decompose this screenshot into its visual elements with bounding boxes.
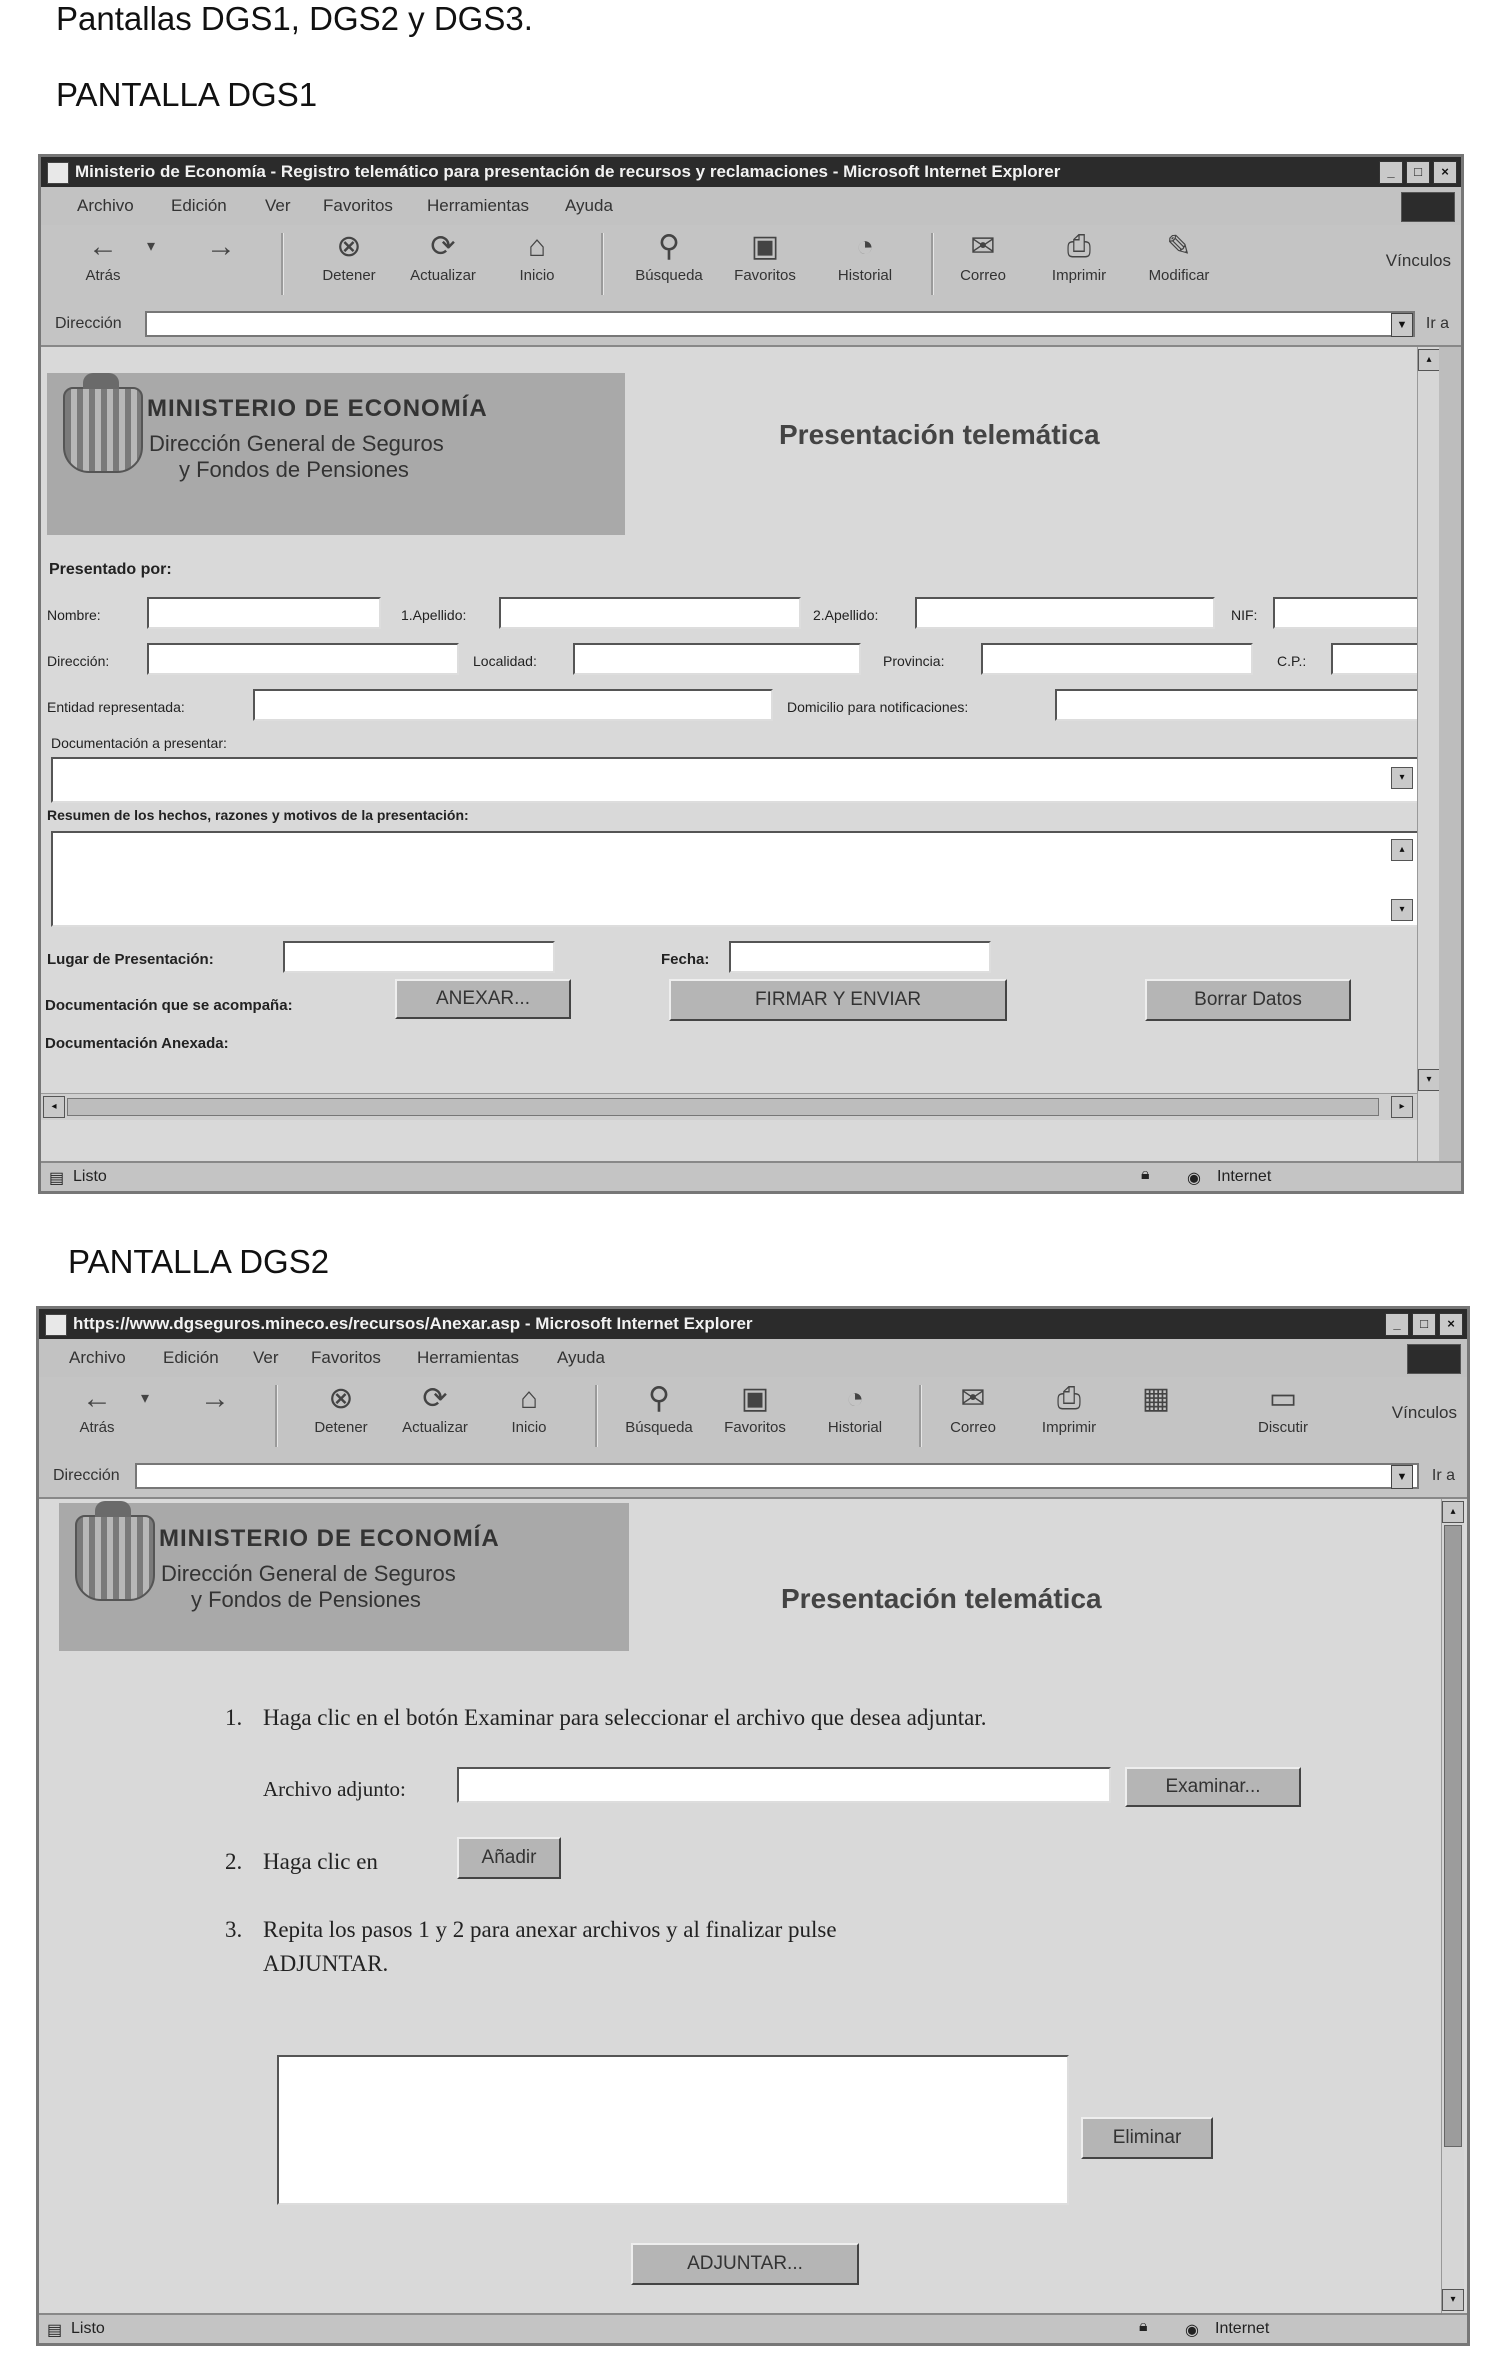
borrar-datos-button[interactable]: Borrar Datos — [1145, 979, 1351, 1021]
home-icon: ⌂ — [519, 1382, 539, 1415]
messenger-button[interactable] — [1121, 1383, 1191, 1415]
window-title: Ministerio de Economía - Registro telemático para presentación de recursos y reclamaciones - Microsoft Internet Explorer — [75, 162, 1061, 181]
toolbar — [39, 1377, 1467, 1458]
history-button[interactable]: ◔ Historial — [837, 230, 893, 284]
directorate-line2: y Fondos de Pensiones — [191, 1587, 421, 1612]
address-label: Dirección — [55, 315, 122, 332]
step3-text: Repita los pasos 1 y 2 para anexar archivos y al finalizar pulse — [263, 1917, 837, 1942]
menu-favoritos[interactable]: Favoritos — [323, 196, 393, 215]
discuss-icon: ▭ — [1268, 1382, 1298, 1415]
address-dropdown-icon[interactable]: ▼ — [1391, 1465, 1413, 1489]
archivo-input[interactable] — [457, 1767, 1111, 1803]
page-title: Presentación telemática — [779, 419, 1100, 450]
directorate-line2: y Fondos de Pensiones — [179, 457, 409, 482]
refresh-icon: ⟳ — [422, 1382, 448, 1415]
lugar-label: Lugar de Presentación: — [47, 951, 214, 968]
back-dropdown[interactable] — [125, 1383, 165, 1415]
ie-icon — [45, 1314, 67, 1336]
scroll-thumb[interactable] — [1444, 1525, 1462, 2147]
mail-button[interactable]: ✉ Correo — [960, 230, 1006, 284]
go-button[interactable]: Ir a — [1425, 315, 1449, 332]
status-text: Listo — [71, 2320, 105, 2337]
page-content — [39, 1499, 1467, 2315]
domicilio-label: Domicilio para notificaciones: — [787, 699, 969, 715]
home-button[interactable]: ⌂ Inicio — [519, 230, 555, 284]
history-button[interactable]: ◔ Historial — [827, 1382, 883, 1436]
lock-icon: 🔒︎ — [1139, 2318, 1148, 2335]
adjuntar-button[interactable]: ADJUNTAR... — [631, 2243, 859, 2285]
search-icon: ⚲ — [658, 230, 680, 263]
scroll-up-icon[interactable]: ▴ — [1442, 1501, 1464, 1523]
refresh-button[interactable]: ⟳ Actualizar — [402, 1382, 468, 1436]
fecha-label: Fecha: — [661, 951, 710, 968]
vertical-scrollbar[interactable] — [1417, 347, 1439, 1165]
back-dropdown[interactable] — [131, 231, 171, 263]
anadir-button[interactable]: Añadir — [457, 1837, 561, 1879]
window-title: https://www.dgseguros.mineco.es/recursos/Anexar.asp - Microsoft Internet Explorer — [73, 1314, 753, 1333]
mail-icon: ✉ — [970, 230, 996, 263]
globe-icon: ◉ — [1187, 1170, 1201, 1187]
chevron-down-icon: ▾ — [146, 238, 156, 255]
back-button[interactable]: ← Atrás — [79, 1382, 115, 1436]
address-dropdown-icon[interactable]: ▼ — [1391, 313, 1413, 337]
menu-bar — [39, 1339, 1467, 1378]
screen-label-dgs1: PANTALLA DGS1 — [56, 76, 318, 113]
stop-button[interactable]: ⊗ Detener — [322, 230, 376, 284]
windows-logo-icon — [1407, 1344, 1461, 1374]
apellido1-label: 1.Apellido: — [401, 607, 467, 623]
scroll-down-icon[interactable]: ▾ — [1391, 899, 1413, 921]
menu-ayuda[interactable]: Ayuda — [565, 196, 613, 215]
mail-button[interactable]: ✉ Correo — [950, 1382, 996, 1436]
nombre-input[interactable] — [147, 597, 381, 629]
menu-favoritos[interactable]: Favoritos — [311, 1348, 381, 1367]
step2-text: Haga clic en — [263, 1849, 378, 1874]
resumen-label: Resumen de los hechos, razones y motivos de la presentación: — [47, 807, 469, 823]
coat-of-arms-icon — [75, 1515, 155, 1601]
direccion-label: Dirección: — [47, 653, 110, 669]
menu-archivo[interactable]: Archivo — [77, 196, 134, 215]
entidad-input[interactable] — [253, 689, 773, 721]
entidad-label: Entidad representada: — [47, 699, 185, 715]
print-button[interactable]: ⎙ Imprimir — [1051, 230, 1107, 284]
go-button[interactable]: Ir a — [1431, 1467, 1455, 1484]
mail-icon: ✉ — [960, 1382, 986, 1415]
screen-label-dgs2: PANTALLA DGS2 — [68, 1243, 330, 1280]
step3-text-continued: ADJUNTAR. — [263, 1951, 389, 1976]
status-bar — [39, 2313, 1467, 2345]
address-bar — [41, 305, 1461, 347]
doc-anexada-label: Documentación Anexada: — [45, 1035, 229, 1052]
scroll-right-icon[interactable]: ▸ — [1391, 1096, 1413, 1118]
attached-files-list[interactable] — [277, 2055, 1069, 2205]
windows-logo-icon — [1401, 192, 1455, 222]
forward-button[interactable] — [185, 1383, 245, 1415]
domicilio-input[interactable] — [1055, 689, 1423, 721]
scroll-left-icon[interactable]: ◂ — [43, 1096, 65, 1118]
address-bar — [39, 1457, 1467, 1499]
forward-arrow-icon: → — [200, 1382, 230, 1415]
menu-edicion[interactable]: Edición — [163, 1348, 219, 1367]
stop-icon: ⊗ — [328, 1382, 354, 1415]
minimize-button[interactable]: _ — [1385, 1313, 1409, 1336]
history-icon: ◔ — [855, 230, 875, 263]
print-icon: ⎙ — [1067, 230, 1091, 263]
zone-text: Internet — [1217, 1168, 1272, 1185]
nombre-label: Nombre: — [47, 607, 101, 623]
menu-ayuda[interactable]: Ayuda — [557, 1348, 605, 1367]
print-icon: ⎙ — [1057, 1382, 1081, 1415]
maximize-button[interactable]: □ — [1412, 1313, 1436, 1336]
direccion-input[interactable] — [147, 643, 459, 675]
menu-herramientas[interactable]: Herramientas — [427, 196, 530, 215]
history-icon: ◔ — [845, 1382, 865, 1415]
directorate-line1: Dirección General de Seguros — [149, 431, 444, 456]
favorites-icon: ▣ — [750, 230, 780, 263]
globe-icon: ◉ — [1185, 2322, 1199, 2339]
title-bar — [39, 1309, 1467, 1339]
provincia-label: Provincia: — [883, 653, 945, 669]
browser-window-dgs2 — [36, 1306, 1470, 2346]
documentacion-label: Documentación a presentar: — [51, 735, 227, 751]
forward-arrow-icon: → — [206, 230, 236, 263]
home-icon: ⌂ — [527, 230, 547, 263]
coat-of-arms-icon — [63, 387, 143, 473]
close-button[interactable]: × — [1433, 161, 1457, 184]
zone-text: Internet — [1215, 2320, 1270, 2337]
back-button[interactable]: ← Atrás — [85, 230, 121, 284]
ministry-name: MINISTERIO DE ECONOMÍA — [147, 395, 488, 422]
cp-input[interactable] — [1331, 643, 1423, 675]
address-input[interactable] — [145, 311, 1415, 337]
page-icon: ▤ — [47, 2322, 63, 2339]
back-arrow-icon: ← — [88, 230, 118, 263]
favorites-icon: ▣ — [740, 1382, 770, 1415]
doc-acompana-label: Documentación que se acompaña: — [45, 997, 293, 1014]
forward-button[interactable] — [191, 231, 251, 263]
firmar-enviar-button[interactable]: FIRMAR Y ENVIAR — [669, 979, 1007, 1021]
nif-input[interactable] — [1273, 597, 1423, 629]
scroll-down-icon[interactable]: ▾ — [1418, 1069, 1439, 1091]
directorate-line1: Dirección General de Seguros — [161, 1561, 456, 1586]
presented-by-label: Presentado por: — [49, 561, 172, 578]
scroll-down-icon[interactable]: ▾ — [1442, 2289, 1464, 2311]
ie-icon — [47, 162, 69, 184]
localidad-label: Localidad: — [473, 653, 537, 669]
provincia-input[interactable] — [981, 643, 1253, 675]
step2-number: 2. — [225, 1849, 243, 1874]
links-label[interactable]: Vínculos — [1391, 1403, 1457, 1422]
grid-icon: ▦ — [1141, 1382, 1171, 1415]
fecha-input[interactable] — [729, 941, 991, 973]
localidad-input[interactable] — [573, 643, 861, 675]
menu-ver[interactable]: Ver — [265, 196, 291, 215]
step3-number: 3. — [225, 1917, 243, 1942]
scroll-up-icon[interactable]: ▴ — [1418, 349, 1439, 371]
cp-label: C.P.: — [1277, 653, 1307, 669]
step1-number: 1. — [225, 1705, 243, 1730]
stop-icon: ⊗ — [336, 230, 362, 263]
toolbar — [41, 225, 1461, 306]
status-text: Listo — [73, 1168, 107, 1185]
browser-window-dgs1 — [38, 154, 1464, 1194]
ministry-banner — [47, 373, 625, 535]
archivo-label: Archivo adjunto: — [263, 1777, 406, 1801]
menu-bar — [41, 187, 1461, 226]
home-button[interactable]: ⌂ Inicio — [511, 1382, 547, 1436]
ministry-name: MINISTERIO DE ECONOMÍA — [159, 1525, 500, 1552]
status-bar — [41, 1161, 1461, 1193]
apellido2-label: 2.Apellido: — [813, 607, 879, 623]
print-button[interactable]: ⎙ Imprimir — [1041, 1382, 1097, 1436]
eliminar-button[interactable]: Eliminar — [1081, 2117, 1213, 2159]
maximize-button[interactable]: □ — [1406, 161, 1430, 184]
refresh-icon: ⟳ — [430, 230, 456, 263]
links-label[interactable]: Vínculos — [1385, 251, 1451, 270]
menu-edicion[interactable]: Edición — [171, 196, 227, 215]
page-icon: ▤ — [49, 1170, 65, 1187]
edit-button[interactable]: ✎ Modificar — [1148, 230, 1210, 284]
scroll-up-icon[interactable]: ▴ — [1391, 839, 1413, 861]
lugar-input[interactable] — [283, 941, 555, 973]
step1-text: Haga clic en el botón Examinar para seleccionar el archivo que desea adjuntar. — [263, 1705, 987, 1730]
vertical-scrollbar[interactable] — [1441, 1499, 1464, 2315]
ministry-banner — [59, 1503, 629, 1651]
resumen-textarea[interactable] — [51, 831, 1423, 927]
address-label: Dirección — [53, 1467, 120, 1484]
page-title: Presentación telemática — [781, 1583, 1102, 1614]
close-button[interactable]: × — [1439, 1313, 1463, 1336]
page-content — [41, 347, 1439, 1165]
stop-button[interactable]: ⊗ Detener — [314, 1382, 368, 1436]
search-icon: ⚲ — [648, 1382, 670, 1415]
minimize-button[interactable]: _ — [1379, 161, 1403, 184]
apellido2-input[interactable] — [915, 597, 1215, 629]
discuss-button[interactable]: ▭ Discutir — [1257, 1382, 1308, 1436]
menu-ver[interactable]: Ver — [253, 1348, 279, 1367]
menu-archivo[interactable]: Archivo — [69, 1348, 126, 1367]
nif-label: NIF: — [1231, 607, 1258, 623]
back-arrow-icon: ← — [82, 1382, 112, 1415]
search-button[interactable]: ⚲ Búsqueda — [625, 1382, 693, 1436]
horizontal-scrollbar[interactable] — [41, 1093, 1417, 1120]
favorites-button[interactable]: ▣ Favoritos — [724, 1382, 786, 1436]
examinar-button[interactable]: Examinar... — [1125, 1767, 1301, 1807]
address-input[interactable] — [135, 1463, 1419, 1489]
document-heading: Pantallas DGS1, DGS2 y DGS3. — [56, 0, 533, 37]
apellido1-input[interactable] — [499, 597, 801, 629]
menu-herramientas[interactable]: Herramientas — [417, 1348, 520, 1367]
scroll-thumb[interactable] — [67, 1098, 1379, 1116]
refresh-button[interactable]: ⟳ Actualizar — [410, 230, 476, 284]
edit-icon: ✎ — [1166, 230, 1192, 263]
title-bar — [41, 157, 1461, 187]
documentacion-input[interactable] — [51, 757, 1423, 803]
favorites-button[interactable]: ▣ Favoritos — [734, 230, 796, 284]
anexar-button[interactable]: ANEXAR... — [395, 979, 571, 1019]
search-button[interactable]: ⚲ Búsqueda — [635, 230, 703, 284]
chevron-down-icon[interactable]: ▾ — [1391, 767, 1413, 789]
chevron-down-icon: ▾ — [140, 1390, 150, 1407]
lock-icon: 🔒︎ — [1141, 1166, 1150, 1183]
